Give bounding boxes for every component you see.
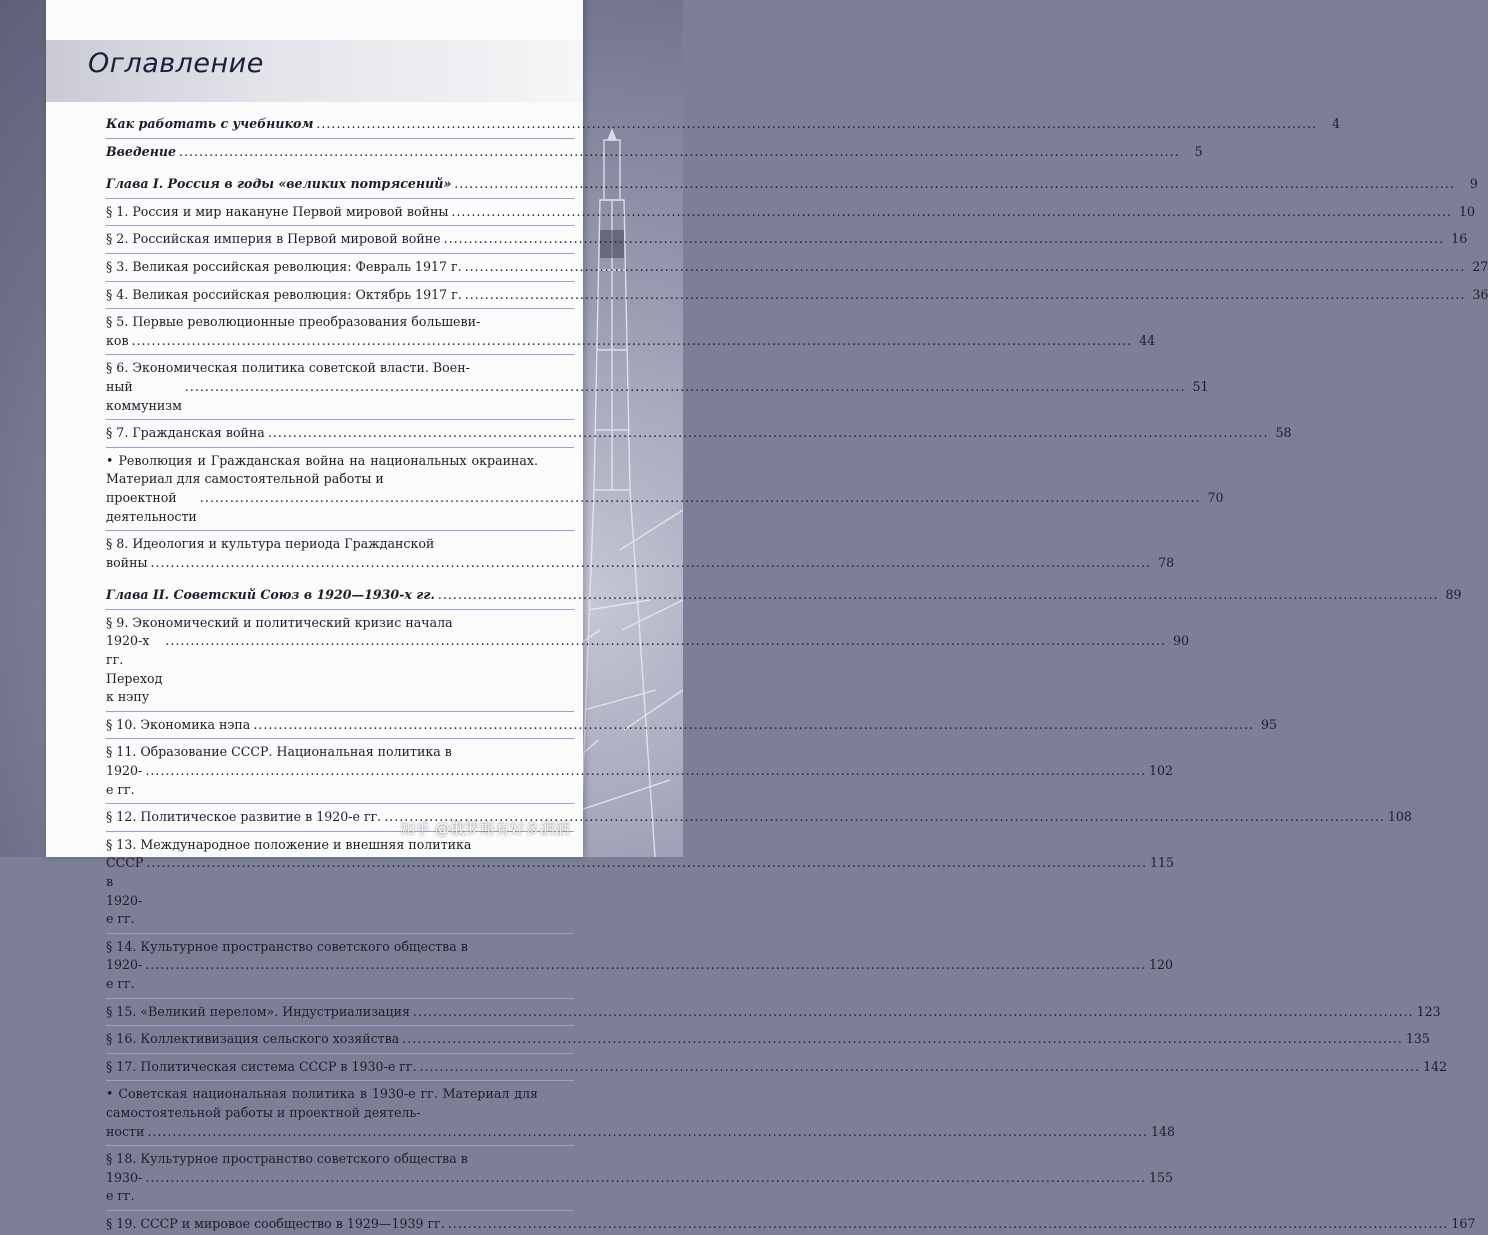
divider — [106, 1080, 574, 1081]
toc-entry-continuation — [106, 1123, 1176, 1142]
divider — [106, 253, 574, 254]
leader-dots: ........................................................................................................................................................................................................ — [131, 332, 1133, 348]
toc-entry-continuation — [106, 762, 1173, 799]
toc-entry-continuation — [106, 332, 1156, 351]
toc-entry-page: 44 — [1139, 332, 1156, 348]
toc-entry-title-cont: 1920-е гг. — [106, 957, 143, 991]
leader-dots: ........................................................................................................................................................................................................ — [253, 716, 1254, 732]
toc-entry-title: § 15. «Великий перелом». Индустриализация — [106, 1003, 410, 1019]
toc-entry-page: 135 — [1405, 1031, 1430, 1047]
toc-entry-title: Глава I. Россия в годы «великих потрясений» — [106, 176, 452, 192]
toc-entry[interactable] — [106, 257, 1488, 278]
toc-entry-continuation — [106, 1169, 1173, 1206]
toc-entry-title: Глава II. Советский Союз в 1920—1930-х гг. — [106, 587, 435, 603]
leader-dots: ........................................................................................................................................................................................................ — [464, 286, 1466, 302]
leader-dots: ........................................................................................................................................................................................................ — [316, 116, 1318, 131]
toc-entry[interactable] — [106, 174, 1478, 195]
divider — [106, 738, 574, 739]
toc-entry-page: 58 — [1275, 425, 1292, 441]
toc-entry-title: • Советская национальная политика в 1930-е гг. Материал для самостоятельной работы и проектной деятель- — [106, 1086, 538, 1120]
toc-entry[interactable] — [106, 1214, 1476, 1235]
toc-entry-page: 90 — [1173, 633, 1190, 649]
leader-dots: ........................................................................................................................................................................................................ — [150, 554, 1152, 570]
divider — [106, 198, 574, 199]
leader-dots: ........................................................................................................................................................................................................ — [165, 633, 1167, 649]
toc-entry-page: 78 — [1158, 554, 1175, 570]
toc-entry-page: 89 — [1445, 587, 1462, 603]
toc-entry-title-cont: войны — [106, 554, 148, 570]
toc-entry-page: 51 — [1192, 378, 1209, 394]
leader-dots: ........................................................................................................................................................................................................ — [437, 587, 1439, 603]
toc-entry[interactable] — [106, 451, 1224, 527]
document-page — [46, 0, 1488, 1231]
toc-entry-page: 70 — [1207, 489, 1224, 505]
toc-entry-continuation — [106, 956, 1173, 993]
watermark: 知乎 @俄罗斯有好多洒洒 — [400, 820, 570, 838]
toc-entry-title: • Революция и Гражданская война на национальных окраинах. Материал для самостоятельной работы и — [106, 452, 538, 487]
toc-entry[interactable] — [106, 229, 1468, 250]
toc-entry-title-cont: ности — [106, 1123, 145, 1139]
leader-dots: ........................................................................................................................................................................................................ — [384, 809, 1385, 825]
toc-entry-title-cont: ный коммунизм — [106, 378, 182, 413]
toc-entry-page: 36 — [1472, 286, 1488, 302]
toc-entry[interactable] — [106, 534, 1175, 573]
toc-entry-title-cont: СССР в 1920-е гг. — [106, 855, 144, 927]
toc-entry-page: 10 — [1458, 203, 1476, 219]
toc-entry-title: § 5. Первые революционные преобразования большеви- — [106, 314, 481, 330]
toc-entry-title: § 1. Россия и мир накануне Первой мировой войны — [106, 203, 449, 219]
toc-entry-title-cont: 1930-е гг. — [106, 1169, 143, 1204]
toc-entry-continuation — [106, 632, 1190, 706]
toc-entry-title: § 19. СССР и мировое сообщество в 1929—1939 гг. — [106, 1215, 445, 1231]
leader-dots: ........................................................................................................................................................................................................ — [145, 957, 1146, 973]
leader-dots: ........................................................................................................................................................................................................ — [443, 231, 1445, 247]
toc-entry-page: 167 — [1451, 1215, 1476, 1231]
leader-dots: ........................................................................................................................................................................................................ — [267, 425, 1269, 441]
toc-entry-title-cont: 1920-е гг. — [106, 763, 143, 797]
page-title: Оглавление — [88, 48, 264, 79]
toc-entry[interactable] — [106, 742, 1173, 800]
divider — [106, 447, 574, 448]
toc-entry-continuation — [106, 854, 1175, 928]
toc-entry-title: § 4. Великая российская революция: Октябрь 1917 г. — [106, 286, 462, 302]
leader-dots: ........................................................................................................................................................................................................ — [147, 1123, 1149, 1139]
toc-entry-title-cont: ков — [106, 332, 129, 348]
leader-dots: ........................................................................................................................................................................................................ — [146, 855, 1148, 871]
toc-entry[interactable] — [106, 114, 1341, 135]
toc-entry-page: 120 — [1148, 957, 1173, 973]
toc-entry-title: § 12. Политическое развитие в 1920-е гг. — [106, 809, 382, 825]
toc-entry-title: Как работать с учебником — [106, 116, 314, 131]
leader-dots: ........................................................................................................................................................................................................ — [402, 1031, 1403, 1047]
leader-dots: ........................................................................................................................................................................................................ — [419, 1058, 1421, 1074]
toc-entry-page: 5 — [1194, 143, 1203, 159]
toc-entry[interactable] — [106, 358, 1209, 416]
divider — [106, 711, 574, 712]
toc-entry-page: 123 — [1416, 1003, 1441, 1019]
toc-entry[interactable] — [106, 285, 1488, 306]
toc-entry-title: § 6. Экономическая политика советской власти. Воен- — [106, 360, 470, 376]
toc-entry[interactable] — [106, 585, 1462, 606]
toc-entry-title: § 18. Культурное пространство советского общества в — [106, 1151, 468, 1167]
toc-entry[interactable] — [106, 613, 1190, 708]
toc-entry[interactable] — [106, 1149, 1173, 1207]
toc-entry-title: § 16. Коллективизация сельского хозяйства — [106, 1031, 400, 1047]
toc-entry-title: § 11. Образование СССР. Национальная политика в — [106, 744, 452, 760]
toc-entry-page: 4 — [1332, 116, 1341, 131]
toc-entry[interactable] — [106, 1029, 1430, 1050]
toc-entry-page: 9 — [1469, 176, 1478, 192]
toc-entry-page: 155 — [1148, 1169, 1173, 1185]
toc-entry-title: § 10. Экономика нэпа — [106, 716, 251, 732]
section-gap — [106, 162, 574, 174]
toc-entry-title-cont: проектной деятельности — [106, 489, 197, 524]
toc-entry-title: § 17. Политическая система СССР в 1930-е гг. — [106, 1058, 417, 1074]
divider — [106, 308, 574, 309]
leader-dots: ........................................................................................................................................................................................................ — [454, 176, 1455, 192]
toc-section-intro — [106, 114, 1341, 162]
divider — [106, 138, 574, 139]
toc-entry[interactable] — [106, 423, 1292, 444]
leader-dots: ........................................................................................................................................................................................................ — [451, 203, 1453, 219]
toc-entry[interactable] — [106, 1002, 1441, 1023]
divider — [106, 1053, 574, 1054]
divider — [106, 1145, 574, 1146]
toc-entry[interactable] — [106, 312, 1156, 351]
leader-dots: ........................................................................................................................................................................................................ — [145, 763, 1146, 779]
toc-entry-page: 108 — [1387, 809, 1412, 825]
toc-entry-title: § 9. Экономический и политический кризис начала — [106, 614, 453, 630]
toc-entry-page: 148 — [1151, 1123, 1176, 1139]
toc-entry-page: 27 — [1472, 258, 1488, 274]
section-gap — [106, 573, 574, 585]
toc-entry[interactable] — [106, 1057, 1448, 1078]
divider — [106, 281, 574, 282]
divider — [106, 1210, 574, 1211]
toc-entry[interactable] — [106, 835, 1175, 930]
divider — [106, 803, 574, 804]
toc-entry[interactable] — [106, 1084, 1176, 1142]
toc-entry-title: § 13. Международное положение и внешняя политика — [106, 836, 472, 852]
toc-entry[interactable] — [106, 937, 1173, 995]
divider — [106, 1025, 574, 1026]
toc-entry-page: 115 — [1150, 855, 1175, 871]
divider — [106, 419, 574, 420]
toc-section-ch1 — [106, 174, 1488, 573]
divider — [106, 225, 574, 226]
toc-entry-continuation — [106, 554, 1175, 573]
leader-dots: ........................................................................................................................................................................................................ — [464, 258, 1466, 274]
divider — [106, 609, 574, 610]
divider — [106, 530, 574, 531]
leader-dots: ........................................................................................................................................................................................................ — [199, 489, 1201, 505]
leader-dots: ........................................................................................................................................................................................................ — [145, 1169, 1146, 1185]
toc-entry-continuation — [106, 489, 1224, 526]
divider — [106, 933, 574, 934]
toc-entry-page: 102 — [1148, 763, 1173, 779]
toc-entry-title: § 3. Великая российская революция: Февраль 1917 г. — [106, 258, 462, 274]
toc-entry-title-cont: 1920-х гг. Переход к нэпу — [106, 633, 163, 705]
toc-entry[interactable] — [106, 715, 1277, 736]
leader-dots: ........................................................................................................................................................................................................ — [184, 378, 1186, 394]
leader-dots: ........................................................................................................................................................................................................ — [179, 143, 1180, 159]
leader-dots: ........................................................................................................................................................................................................ — [447, 1215, 1449, 1231]
toc-entry-title: § 7. Гражданская война — [106, 425, 265, 441]
toc-entry-title: § 2. Российская империя в Первой мировой войне — [106, 231, 441, 247]
divider — [106, 354, 574, 355]
toc-entry[interactable] — [106, 202, 1476, 223]
toc-entry[interactable] — [106, 142, 1203, 163]
toc-entry-page: 142 — [1423, 1058, 1448, 1074]
toc-section-ch2 — [106, 585, 1476, 1234]
table-of-contents — [106, 114, 1488, 1235]
toc-entry-title: § 14. Культурное пространство советского общества в — [106, 938, 468, 954]
toc-entry-page: 16 — [1451, 231, 1468, 247]
divider — [106, 998, 574, 999]
toc-entry-page: 95 — [1260, 716, 1277, 732]
toc-entry-title: § 8. Идеология и культура периода Гражданской — [106, 536, 435, 552]
leader-dots: ........................................................................................................................................................................................................ — [412, 1003, 1414, 1019]
toc-entry-title: Введение — [106, 143, 177, 159]
toc-entry-continuation — [106, 378, 1209, 415]
